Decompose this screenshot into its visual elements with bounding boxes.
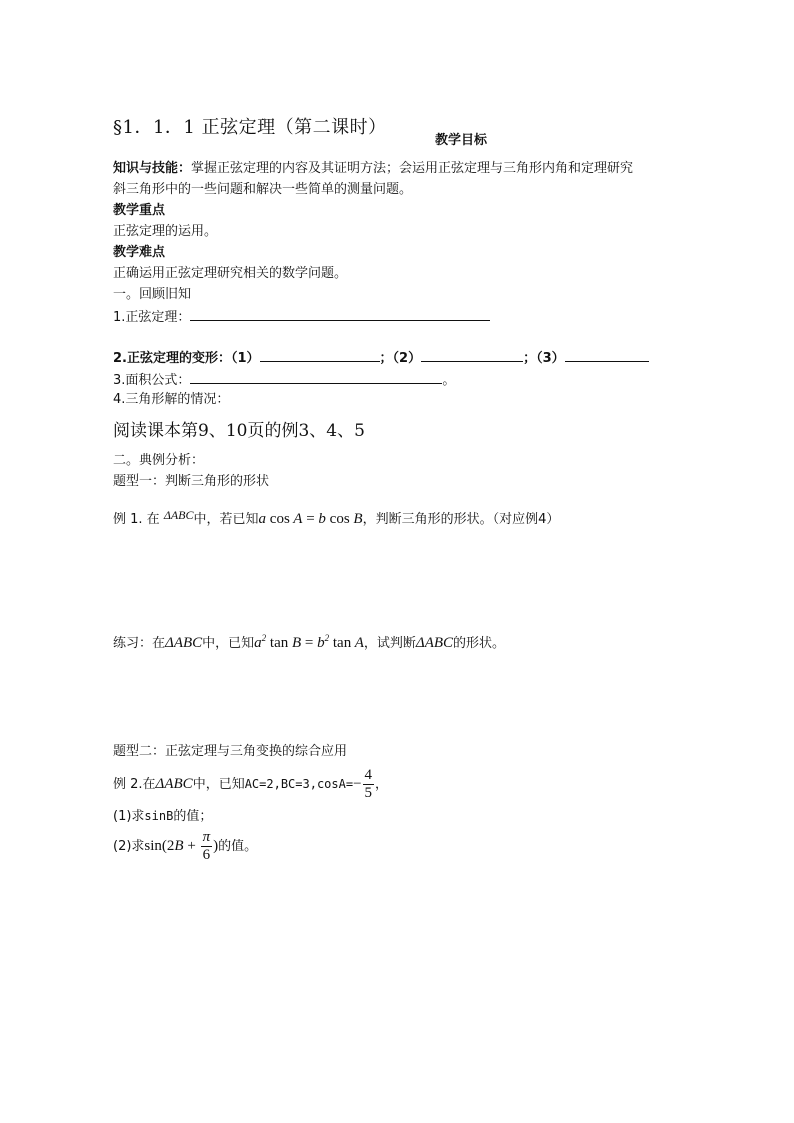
fraction-four-fifths [363, 767, 375, 802]
question-2-formula [144, 838, 199, 854]
var-B: B [174, 838, 184, 854]
page-title: §1．1．1 正弦定理（第二课时） [113, 117, 387, 138]
review-item-solutions: 4.三角形解的情况： [113, 392, 230, 407]
fraction-denominator: 5 [364, 785, 373, 801]
practice-suffix: ，试判断 [363, 636, 416, 651]
teaching-goals-heading: 教学目标 [435, 133, 488, 148]
close-paren: ) [213, 838, 219, 854]
variation-3-label: ；（3） [523, 351, 565, 366]
examples-heading: 二。典例分析： [113, 453, 205, 468]
review-item-sine-law [113, 306, 490, 328]
example-1-suffix: ，判断三角形的形状。（对应例4） [362, 512, 560, 527]
formula-b: b [318, 511, 326, 527]
formula-A: A [293, 511, 303, 527]
sine-law-blank[interactable] [190, 306, 490, 321]
area-formula-end: 。 [442, 373, 456, 388]
sin-open: sin(2 [144, 838, 175, 854]
key-points-text: 正弦定理的运用。 [113, 224, 218, 239]
knowledge-skills-line [113, 159, 633, 179]
example-1-mid: 中，若已知 [193, 512, 259, 527]
variation-3-blank[interactable] [565, 347, 649, 362]
variation-1-blank[interactable] [260, 347, 380, 362]
knowledge-skills-label: 知识与技能： [113, 161, 192, 176]
area-formula-blank[interactable] [190, 369, 442, 384]
variations-label: 2.正弦定理的变形： [113, 351, 231, 366]
question-2-prefix: (2)求 [113, 839, 145, 854]
variation-2-label: ；（2） [379, 351, 422, 366]
difficulties-heading: 教学难点 [113, 245, 166, 260]
review-heading: 一。回顾旧知 [113, 287, 192, 302]
fraction-pi-sixth [201, 829, 213, 864]
practice-prefix: 练习：在 [113, 636, 166, 651]
reading-assignment: 阅读课本第9、10页的例3、4、5 [113, 421, 365, 441]
example-2-given: AC=2,BC=3,cosA= [244, 777, 354, 791]
practice-mid: 中，已知 [202, 636, 255, 651]
formula-eq: = [302, 511, 319, 527]
formula-B: B [353, 511, 363, 527]
review-item-variations [113, 347, 649, 369]
question-1-prefix: (1)求 [113, 809, 145, 824]
type-one-heading: 题型一：判断三角形的形状 [113, 474, 270, 489]
formula-cos-2: cos [329, 511, 350, 527]
review-item-area [113, 369, 455, 391]
practice-triangle-2: ΔABC [415, 635, 454, 651]
practice-formula: $a^2$ $\tan B = b^2$ tan A [254, 633, 364, 651]
fraction-numerator: 4 [364, 767, 373, 783]
worksheet-page [113, 0, 693, 1123]
plus-sign: + [183, 838, 200, 854]
example-1 [113, 505, 559, 530]
minus-sign: − [353, 776, 362, 792]
practice-triangle: ΔABC [165, 635, 203, 651]
knowledge-skills-text-2: 斜三角形中的一些问题和解决一些简单的测量问题。 [113, 182, 413, 197]
variation-1-label: （1） [230, 351, 260, 366]
knowledge-skills-text: 掌握正弦定理的内容及其证明方法；会运用正弦定理与三角形内角和定理研究 [191, 161, 634, 176]
variation-2-blank[interactable] [421, 347, 523, 362]
difficulties-text: 正确运用正弦定理研究相关的数学问题。 [113, 266, 348, 281]
sine-law-label: 1.正弦定理： [113, 310, 191, 325]
formula-a: a [258, 511, 267, 527]
example-2-mid: 中，已知 [192, 777, 245, 792]
question-2-suffix: 的值。 [218, 839, 258, 854]
example-2-triangle: ΔABC [155, 776, 193, 792]
question-1-sinb: sinB [144, 809, 174, 823]
pi-numerator: π [202, 829, 211, 845]
example-1-formula [259, 511, 363, 527]
example-2-comma: ， [375, 777, 389, 792]
type-two-heading: 题型二：正弦定理与三角变换的综合应用 [113, 744, 348, 759]
question-2 [113, 826, 257, 866]
key-points-heading: 教学重点 [113, 203, 166, 218]
practice-end: 的形状。 [453, 636, 506, 651]
example-2-prefix: 例 2.在 [113, 777, 156, 792]
question-1 [113, 806, 212, 827]
example-2 [113, 764, 388, 804]
practice-problem [113, 628, 505, 654]
example-1-prefix: 例 1. 在 [113, 512, 160, 527]
area-formula-label: 3.面积公式： [113, 373, 191, 388]
six-denominator: 6 [202, 847, 211, 863]
triangle-abc-symbol: ΔABC [163, 508, 194, 522]
formula-cos-1: cos [269, 511, 290, 527]
question-1-suffix: 的值； [173, 809, 213, 824]
